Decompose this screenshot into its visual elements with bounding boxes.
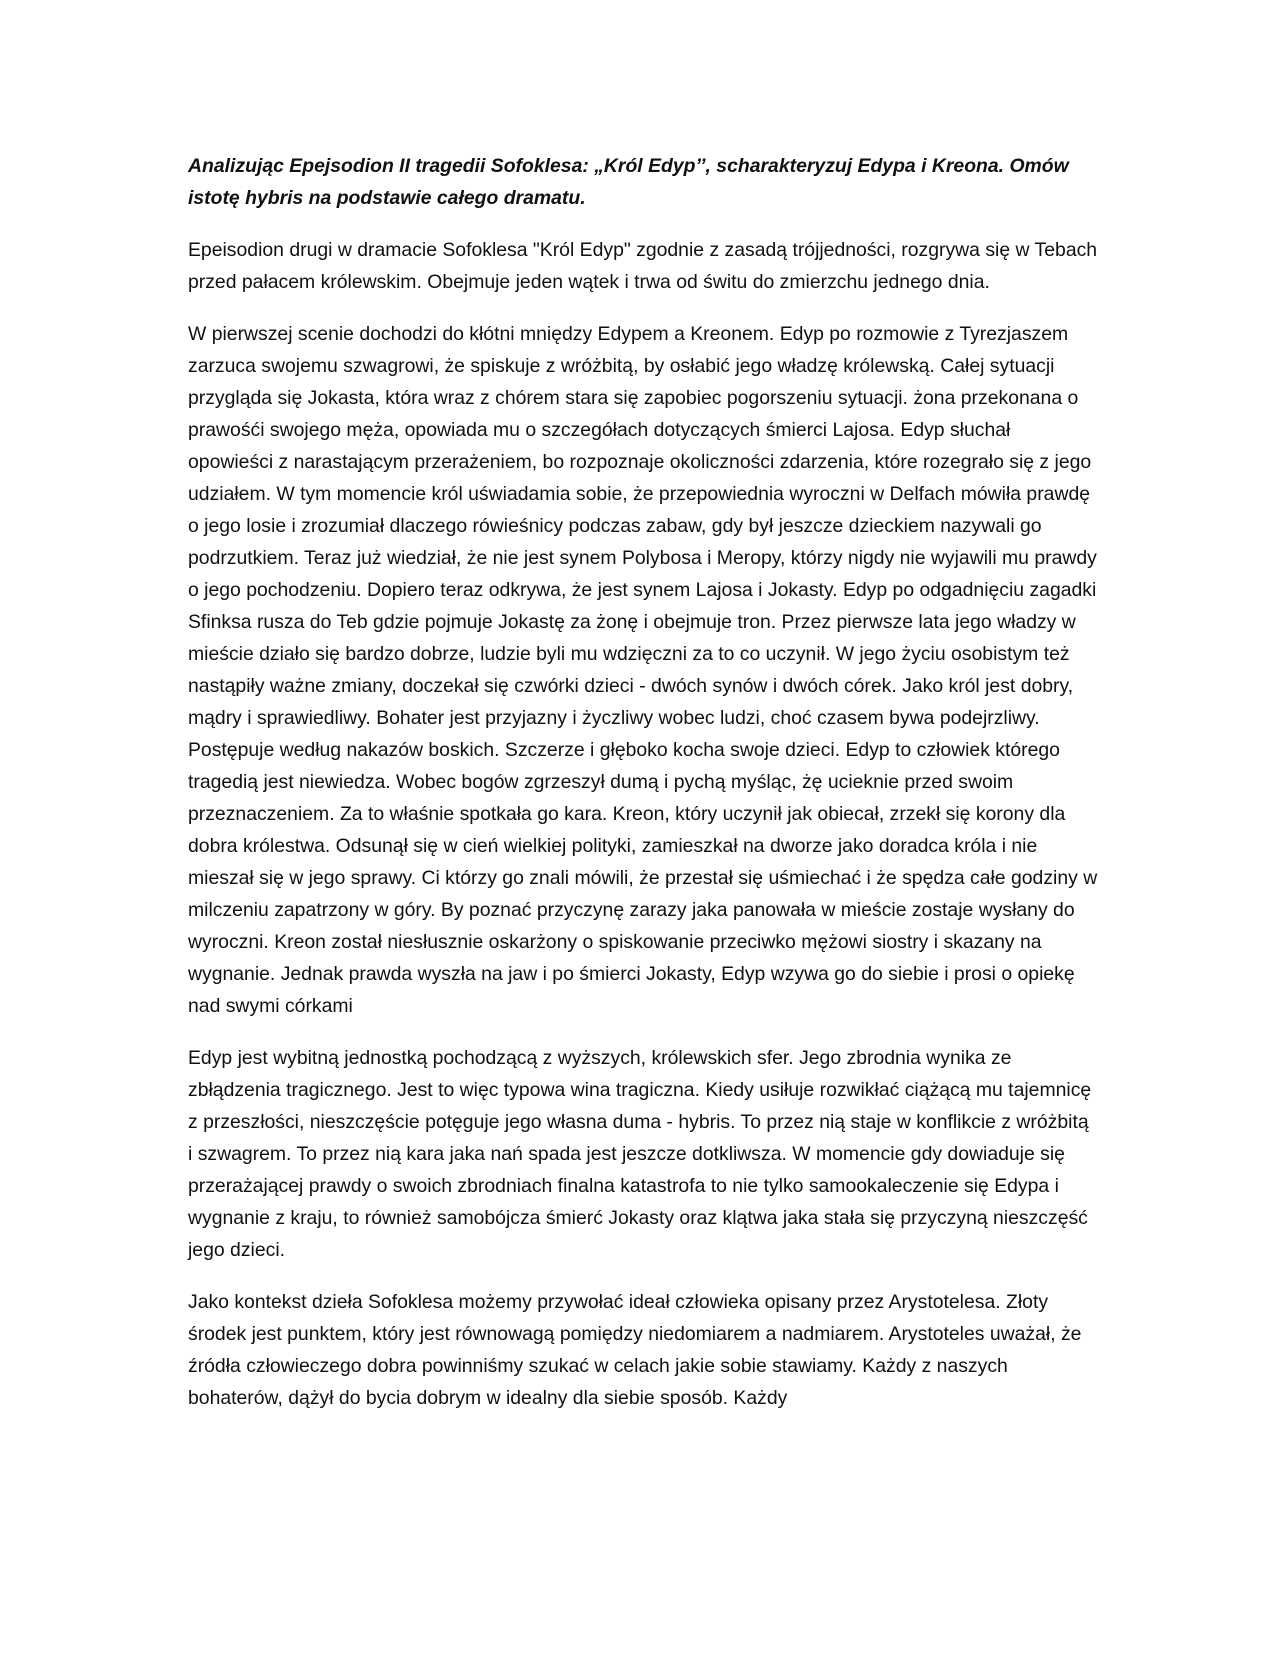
document-page (188, 150, 1098, 1434)
paragraph-context: Jako kontekst dzieła Sofoklesa możemy przywołać ideał człowieka opisany przez Arystotelesa. Złoty środek jest punktem, który jest równowagą pomiędzy niedomiarem a nadmiarem. Arystoteles uważał, że źródła człowieczego dobra powinniśmy szukać w celach jakie sobie stawiamy. Każdy z naszych bohaterów, dążył do bycia dobrym w idealny dla siebie sposób. Każdy (188, 1291, 1082, 1409)
paragraph-characters: W pierwszej scenie dochodzi do kłótni mniędzy Edypem a Kreonem. Edyp po rozmowie z Tyrezjaszem zarzuca swojemu szwagrowi, że spiskuje z wróżbitą, by osłabić jego władzę królewską. Całej sytuacji przygląda się Jokasta, która wraz z chórem stara się zapobiec pogorszeniu sytuacji. żona przekonana o prawośći swojego męża, opowiada mu o szczegółach dotyczących śmierci Lajosa. Edyp słuchał opowieści z narastającym przerażeniem, bo rozpoznaje okoliczności zdarzenia, które rozegrało się z jego udziałem. W tym momencie król uświadamia sobie, że przepowiednia wyroczni w Delfach mówiła prawdę o jego losie i zrozumiał dlaczego rówieśnicy podczas zabaw, gdy był jeszcze dzieckiem nazywali go podrzutkiem. Teraz już wiedział, że nie jest synem Polybosa i Meropy, którzy nigdy nie wyjawili mu prawdy o jego pochodzeniu. Dopiero teraz odkrywa, że jest synem Lajosa i Jokasty. Edyp po odgadnięciu zagadki Sfinksa rusza do Teb gdzie pojmuje Jokastę za żonę i obejmuje tron. Przez pierwsze lata jego władzy w mieście działo się bardzo dobrze, ludzie byli mu wdzięczni za to co uczynił. W jego życiu osobistym też nastąpiły ważne zmiany, doczekał się czwórki dzieci - dwóch synów i dwóch córek. Jako król jest dobry, mądry i sprawiedliwy. Bohater jest przyjazny i życzliwy wobec ludzi, choć czasem bywa podejrzliwy. Postępuje według nakazów boskich. Szczerze i głęboko kocha swoje dzieci. Edyp to człowiek którego tragedią jest niewiedza. Wobec bogów zgrzeszył dumą i pychą myśląc, żę ucieknie przed swoim przeznaczeniem. Za to właśnie spotkała go kara. Kreon, który uczynił jak obiecał, zrzekł się korony dla dobra królestwa. Odsunął się w cień wielkiej polityki, zamieszkał na dworze jako doradca króla i nie mieszał się w jego sprawy. Ci którzy go znali mówili, że przestał się uśmiechać i że spędza całe godziny w milczeniu zapatrzony w góry. By poznać przyczynę zarazy jaka panowała w mieście zostaje wysłany do wyroczni. Kreon został niesłusznie oskarżony o spiskowanie przeciwko mężowi siostry i skazany na wygnanie. Jednak prawda wyszła na jaw i po śmierci Jokasty, Edyp wzywa go do siebie i prosi o opiekę nad swymi córkami (188, 323, 1098, 1017)
paragraph-intro: Epeisodion drugi w dramacie Sofoklesa "Król Edyp" zgodnie z zasadą trójjedności, rozgrywa się w Tebach przed pałacem królewskim. Obejmuje jeden wątek i trwa od świtu do zmierzchu jednego dnia. (188, 239, 1098, 293)
document-title: Analizując Epejsodion II tragedii Sofoklesa: „Król Edyp’’, scharakteryzuj Edypa i Kreona. Omów istotę hybris na podstawie całego dramatu. (188, 155, 1069, 209)
paragraph-hybris: Edyp jest wybitną jednostką pochodzącą z wyższych, królewskich sfer. Jego zbrodnia wynika ze zbłądzenia tragicznego. Jest to więc typowa wina tragiczna. Kiedy usiłuje rozwikłać ciążącą mu tajemnicę z przeszłości, nieszczęście potęguje jego własna duma - hybris. To przez nią staje w konflikcie z wróżbitą i szwagrem. To przez nią kara jaka nań spada jest jeszcze dotkliwsza. W momencie gdy dowiaduje się przerażającej prawdy o swoich zbrodniach finalna katastrofa to nie tylko samookaleczenie się Edypa i wygnanie z kraju, to również samobójcza śmierć Jokasty oraz klątwa jaka stała się przyczyną nieszczęść jego dzieci. (188, 1047, 1092, 1261)
